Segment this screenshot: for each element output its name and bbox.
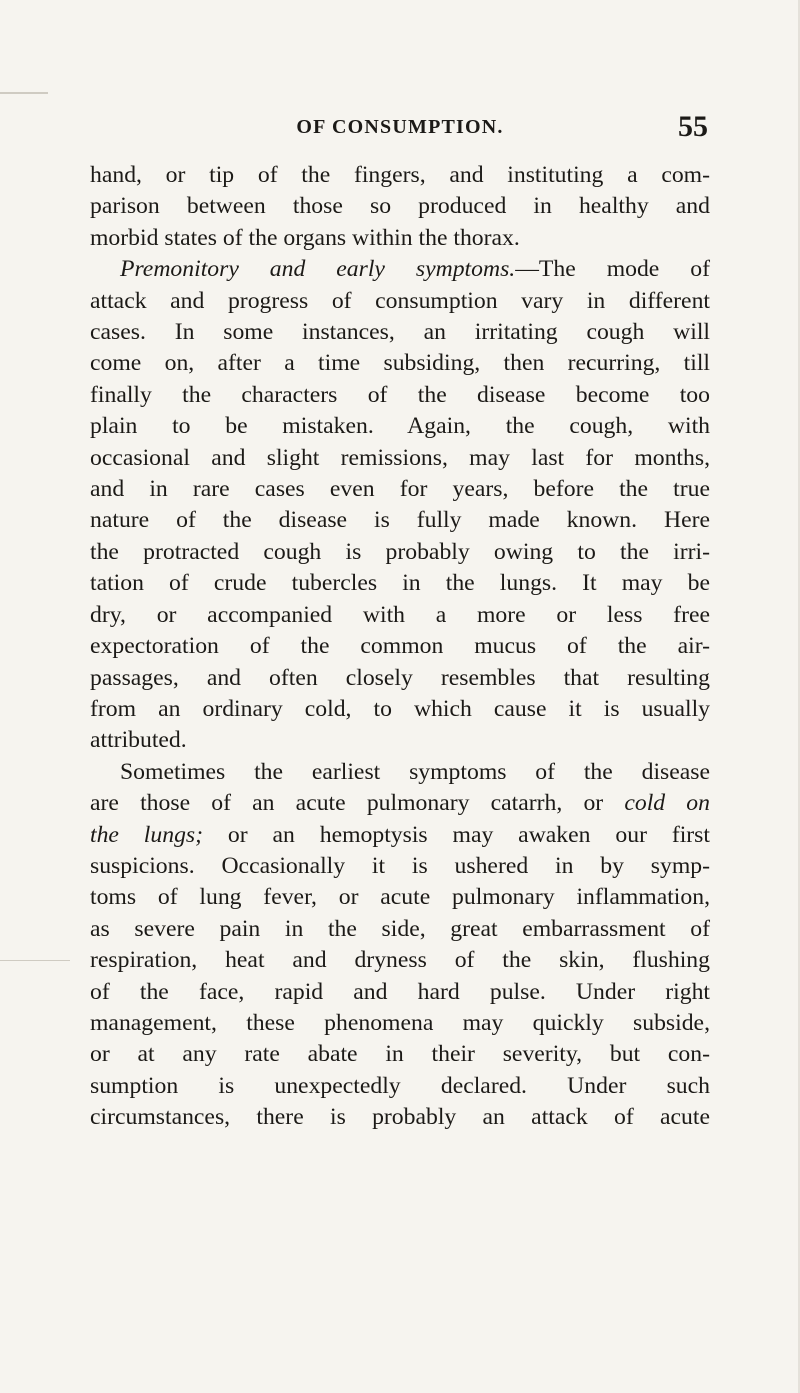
text-line: finally the characters of the disease become too <box>90 381 710 408</box>
page-edge-mark-middle <box>0 960 70 961</box>
text-line: passages, and often closely resembles that resulting <box>90 664 710 691</box>
text-line: nature of the disease is fully made known. Here <box>90 507 710 534</box>
text-line: and in rare cases even for years, before the true <box>90 476 710 503</box>
text-run: or an hemoptysis may awaken our first <box>227 821 710 848</box>
text-line: sumption is unexpectedly declared. Under such <box>90 1072 710 1099</box>
running-title: OF CONSUMPTION. <box>296 116 504 138</box>
text-line: come on, after a time subsiding, then recurring, till <box>90 350 710 377</box>
italic-phrase: the lungs; <box>90 821 204 848</box>
text-line: suspicions. Occasionally it is ushered in by symp- <box>90 852 710 879</box>
text-line <box>90 788 710 819</box>
text-line: toms of lung fever, or acute pulmonary inflammation, <box>90 884 710 911</box>
text-run: —The mode of <box>515 256 710 283</box>
text-line: tation of crude tubercles in the lungs. It may be <box>90 570 710 597</box>
text-line: circumstances, there is probably an attack of acute <box>90 1104 710 1131</box>
text-line: management, these phenomena may quickly subside, <box>90 1009 710 1036</box>
text-line: the protracted cough is probably owing to the irri- <box>90 538 710 565</box>
text-line: from an ordinary cold, to which cause it is usually <box>90 695 710 722</box>
text-line: attack and progress of consumption vary in different <box>90 287 710 314</box>
text-run: are those of an acute pulmonary catarrh, or <box>90 790 604 817</box>
section-heading: Premonitory and early symptoms. <box>120 256 516 283</box>
text-line: of the face, rapid and hard pulse. Under right <box>90 978 710 1005</box>
body-text <box>90 160 710 1134</box>
text-line: parison between those so produced in healthy and <box>90 193 710 220</box>
text-line: hand, or tip of the fingers, and instituting a com- <box>90 162 710 188</box>
italic-phrase: cold on <box>624 790 710 817</box>
text-line: as severe pain in the side, great embarrassment of <box>90 915 710 942</box>
text-line <box>90 820 710 851</box>
running-head <box>120 110 708 150</box>
text-line: dry, or accompanied with a more or less free <box>90 601 710 628</box>
text-line <box>90 254 710 285</box>
page-number: 55 <box>678 110 708 143</box>
text-line: or at any rate abate in their severity, but con- <box>90 1041 710 1068</box>
text-line: respiration, heat and dryness of the skin, flushing <box>90 947 710 974</box>
text-line: morbid states of the organs within the thorax. <box>90 224 520 251</box>
text-line: occasional and slight remissions, may last for months, <box>90 444 710 471</box>
text-line: cases. In some instances, an irritating cough will <box>90 319 710 346</box>
page-edge-mark-top <box>0 92 48 94</box>
text-line: Sometimes the earliest symptoms of the disease <box>120 758 710 785</box>
text-line: attributed. <box>90 727 187 754</box>
text-line: expectoration of the common mucus of the air- <box>90 633 710 660</box>
text-line: plain to be mistaken. Again, the cough, with <box>90 413 710 440</box>
